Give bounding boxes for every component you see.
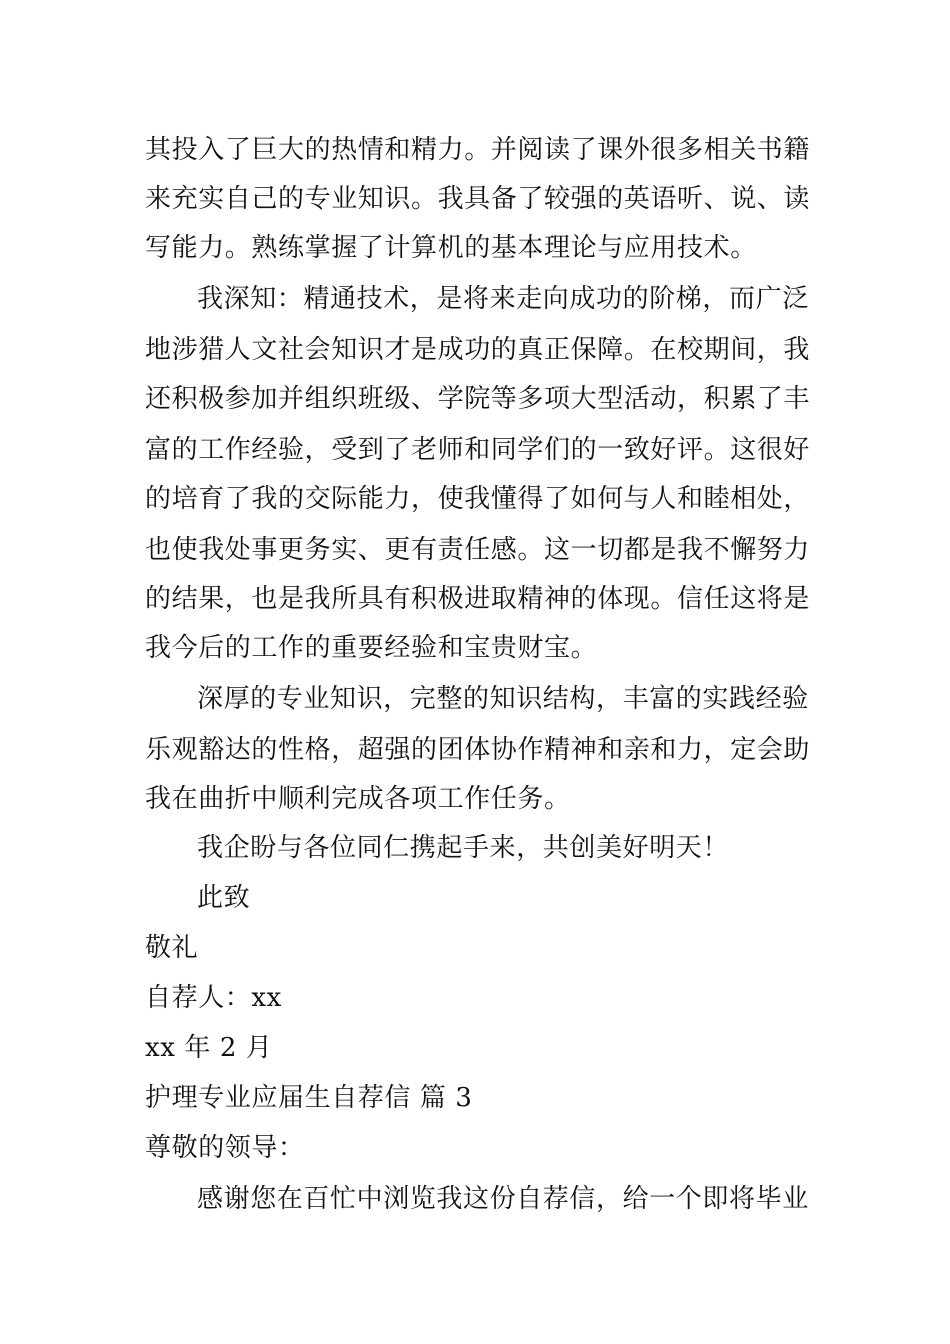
paragraph-1-line-2: 来充实自己的专业知识。我具备了较强的英语听、说、读 (145, 184, 811, 214)
paragraph-3-line-2: 乐观豁达的性格，超强的团体协作精神和亲和力，定会助 (145, 735, 811, 765)
date: xx 年 2 月 (145, 1033, 273, 1063)
paragraph-2-line-8: 我今后的工作的重要经验和宝贵财宝。 (145, 633, 598, 663)
paragraph-1-line-1: 其投入了巨大的热情和精力。并阅读了课外很多相关书籍 (145, 135, 811, 165)
paragraph-2-line-4: 富的工作经验，受到了老师和同学们的一致好评。这很好 (145, 435, 811, 465)
paragraph-2-line-3: 还积极参加并组织班级、学院等多项大型活动，积累了丰 (145, 384, 811, 414)
greeting: 尊敬的领导： (145, 1133, 305, 1163)
paragraph-2-line-6: 也使我处事更务实、更有责任感。这一切都是我不懈努力 (145, 535, 811, 565)
paragraph-3-line-3: 我在曲折中顺利完成各项工作任务。 (145, 784, 571, 814)
paragraph-2-line-7: 的结果，也是我所具有积极进取精神的体现。信任这将是 (145, 584, 811, 614)
salutation-cizhi: 此致 (197, 883, 251, 913)
paragraph-3-line-1: 深厚的专业知识，完整的知识结构，丰富的实践经验 (197, 684, 809, 714)
paragraph-2-line-2: 地涉猎人文社会知识才是成功的真正保障。在校期间，我 (145, 335, 811, 365)
signature: 自荐人：xx (145, 983, 282, 1013)
paragraph-2-line-1: 我深知：精通技术，是将来走向成功的阶梯，而广泛 (197, 284, 809, 314)
paragraph-1-line-3: 写能力。熟练掌握了计算机的基本理论与应用技术。 (145, 233, 757, 263)
opening-line: 感谢您在百忙中浏览我这份自荐信，给一个即将毕业 (197, 1184, 809, 1214)
section-title: 护理专业应届生自荐信 篇 3 (145, 1083, 473, 1113)
salutation-jingli: 敬礼 (145, 933, 199, 963)
closing-wish: 我企盼与各位同仁携起手来，共创美好明天！ (197, 833, 730, 863)
paragraph-2-line-5: 的培育了我的交际能力，使我懂得了如何与人和睦相处， (145, 484, 811, 514)
